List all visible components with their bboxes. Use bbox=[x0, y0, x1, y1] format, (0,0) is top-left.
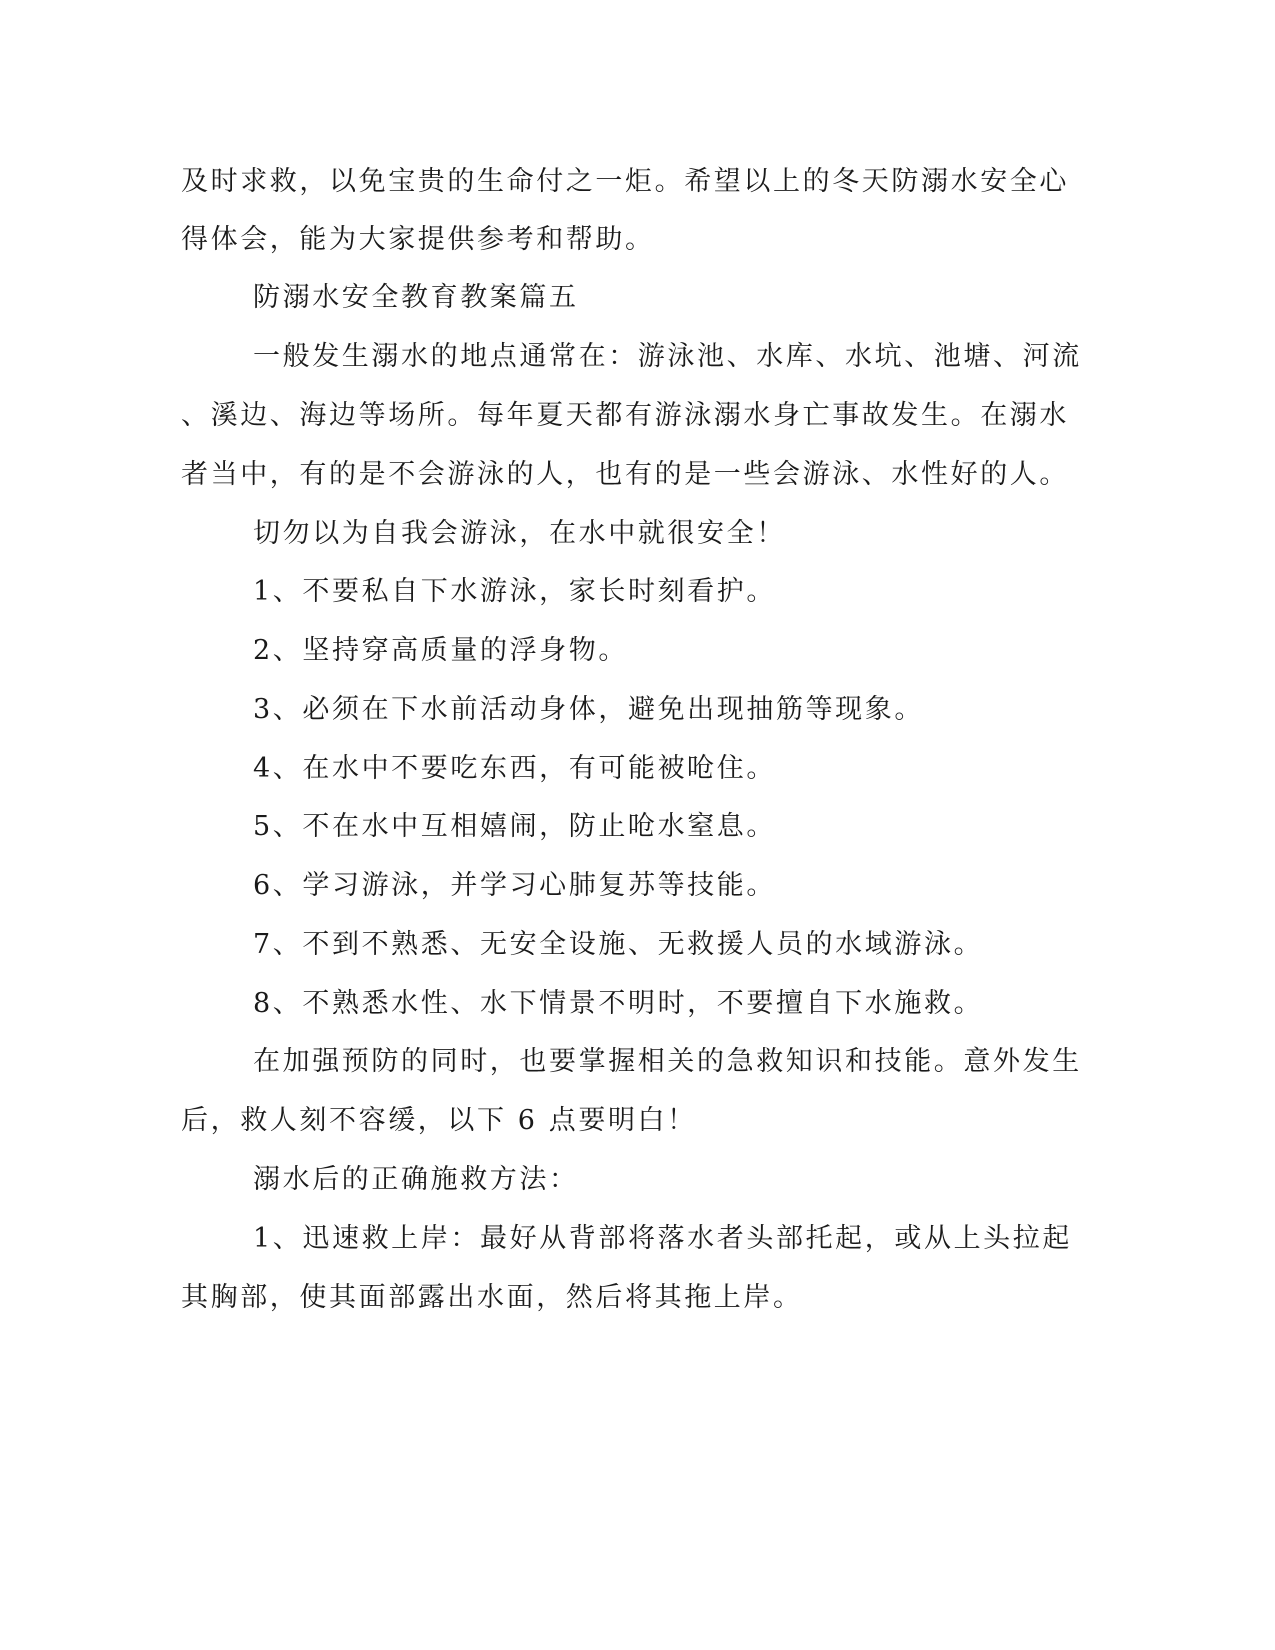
list-item: 1、不要私自下水游泳，家长时刻看护。 bbox=[253, 576, 776, 607]
list-item: 5、不在水中互相嬉闹，防止呛水窒息。 bbox=[253, 811, 776, 842]
list-item: 6、学习游泳，并学习心肺复苏等技能。 bbox=[253, 870, 776, 901]
list-item: 1、迅速救上岸：最好从背部将落水者头部托起，或从上头拉起 bbox=[253, 1223, 1072, 1254]
paragraph-line: 切勿以为自我会游泳，在水中就很安全！ bbox=[253, 518, 786, 549]
paragraph-line: 者当中，有的是不会游泳的人，也有的是一些会游泳、水性好的人。 bbox=[181, 459, 1069, 490]
paragraph-line: 后，救人刻不容缓，以下 6 点要明白！ bbox=[181, 1105, 697, 1136]
paragraph-line: 其胸部，使其面部露出水面，然后将其拖上岸。 bbox=[181, 1282, 803, 1313]
paragraph-line: 溺水后的正确施救方法： bbox=[253, 1164, 579, 1195]
list-item: 8、不熟悉水性、水下情景不明时，不要擅自下水施救。 bbox=[253, 988, 984, 1019]
list-item: 7、不到不熟悉、无安全设施、无救援人员的水域游泳。 bbox=[253, 929, 984, 960]
paragraph-line: 一般发生溺水的地点通常在：游泳池、水库、水坑、池塘、河流 bbox=[253, 341, 1082, 372]
paragraph-line: 在加强预防的同时，也要掌握相关的急救知识和技能。意外发生 bbox=[253, 1046, 1082, 1077]
section-heading: 防溺水安全教育教案篇五 bbox=[253, 282, 579, 313]
list-item: 2、坚持穿高质量的浮身物。 bbox=[253, 635, 628, 666]
paragraph-line: 得体会，能为大家提供参考和帮助。 bbox=[181, 224, 655, 255]
paragraph-line: 、溪边、海边等场所。每年夏天都有游泳溺水身亡事故发生。在溺水 bbox=[181, 400, 1069, 431]
list-item: 4、在水中不要吃东西，有可能被呛住。 bbox=[253, 753, 776, 784]
list-item: 3、必须在下水前活动身体，避免出现抽筋等现象。 bbox=[253, 694, 924, 725]
paragraph-line: 及时求救，以免宝贵的生命付之一炬。希望以上的冬天防溺水安全心 bbox=[181, 166, 1069, 197]
